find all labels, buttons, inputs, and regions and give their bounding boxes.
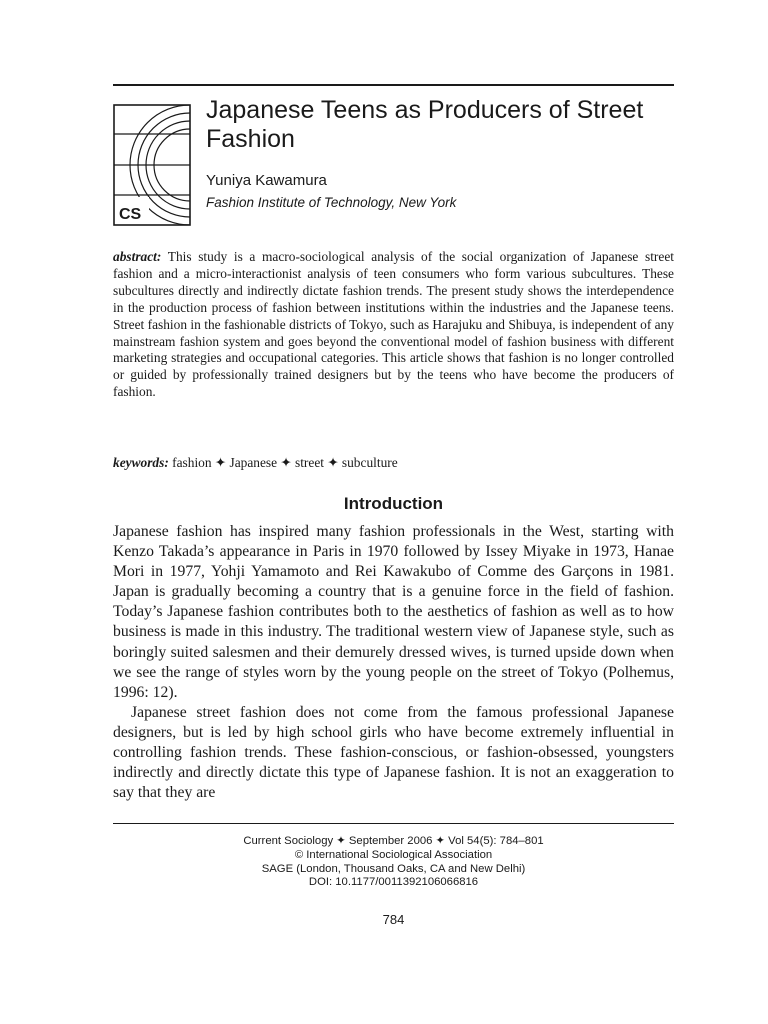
paragraph: Japanese fashion has inspired many fashion professionals in the West, starting with Kenzo Takada’s appearance in Paris in 1970 followed by Issey Miyake in 1973, Hanae Mori in 1977, Yohji Yamamoto and Rei Kawakubo of Comme des Garçons in 1981. Japan is gradually becoming a country that is a genuine force in the field of fashion. Today’s Japanese fashion contributes both to the aesthetics of fashion as well as to how business is made in this industry. The traditional western view of Japanese style, such as boringly suited salesmen and their demurely dressed wives, is turned upside down when we see the range of styles worn by the young people on the street of Tokyo (Polhemus, 1996: 12). — [113, 523, 674, 701]
footer-copyright: © International Sociological Association — [294, 848, 493, 861]
footer-rule — [113, 823, 674, 824]
top-rule — [113, 84, 674, 86]
logo-text: CS — [119, 206, 142, 223]
footer-publisher: SAGE (London, Thousand Oaks, CA and New Delhi) — [261, 862, 526, 875]
keywords — [113, 454, 674, 471]
page-number: 784 — [382, 912, 405, 927]
article-title: Japanese Teens as Producers of Street Fashion — [206, 96, 644, 153]
author-name: Yuniya Kawamura — [206, 172, 327, 189]
paragraph: Japanese street fashion does not come from the famous professional Japanese designers, but is led by high school girls who have become extremely influential in controlling fashion trends. These fashion-conscious, or fashion-obsessed, youngsters indirectly and directly dictate this type of Japanese fashion. It is not an exaggeration to say that they are — [113, 703, 674, 802]
footer-doi: DOI: 10.1177/0011392106066816 — [308, 876, 479, 889]
footer — [113, 835, 674, 890]
footer-journal-line: Current Sociology ✦ September 2006 ✦ Vol 54(5): 784–801 — [243, 835, 544, 847]
abstract-text: This study is a macro-sociological analysis of the social organization of Japanese street fashion and a micro-interactionist analysis of teen consumers who form various subcultures. These subcultures directly and indirectly dictate fashion trends. The present study shows the interdependence in the production process of fashion between institutions within the industries and the Japanese teens. Street fashion in the fashionable districts of Tokyo, such as Harajuku and Shibuya, is independent of any mainstream fashion system and goes beyond the conventional model of fashion business with different marketing strategies and occupational categories. This article shows that fashion is no longer controlled or guided by professionally trained designers but by the teens who have become the producers of fashion. — [113, 249, 675, 400]
abstract-label: abstract: — [113, 249, 162, 264]
author-affiliation: Fashion Institute of Technology, New York — [206, 195, 457, 210]
abstract — [113, 249, 674, 401]
keywords-label: keywords: — [113, 455, 169, 470]
journal-logo — [113, 104, 191, 226]
body-text — [113, 522, 674, 803]
section-heading: Introduction — [343, 494, 444, 513]
keywords-list: fashion ✦ Japanese ✦ street ✦ subculture — [172, 455, 398, 470]
